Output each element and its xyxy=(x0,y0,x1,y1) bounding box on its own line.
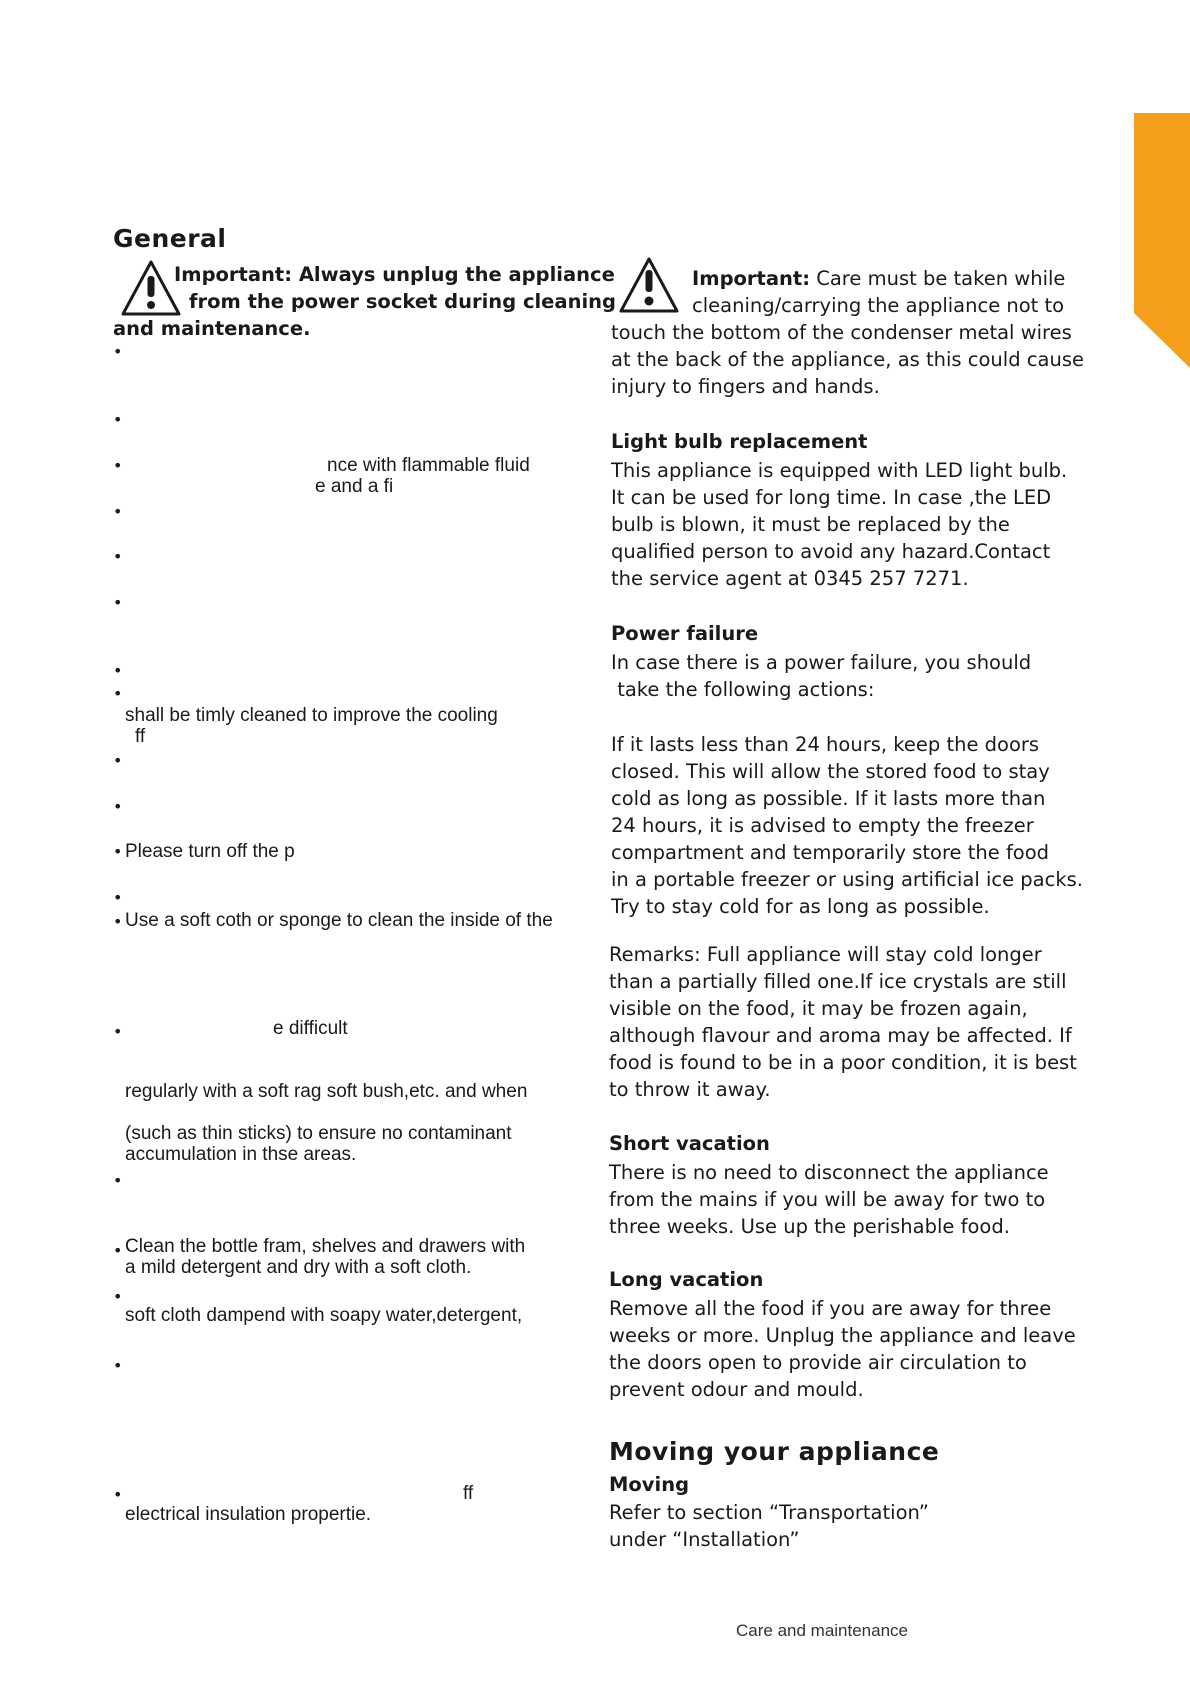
remarks-text-line: Remarks: Full appliance will stay cold longer xyxy=(609,943,1042,966)
general-warning-line-1: Important: Always unplug the appliance xyxy=(174,263,615,286)
subheading-moving: Moving xyxy=(609,1473,690,1496)
section-heading-moving: Moving your appliance xyxy=(609,1437,940,1466)
bullet: • xyxy=(113,888,123,907)
bulb-text-line: the service agent at 0345 257 7271. xyxy=(611,567,969,590)
care-warning-line-3: touch the bottom of the condenser metal wires xyxy=(611,321,1072,344)
bulb-text-line: This appliance is equipped with LED light bulb. xyxy=(611,459,1068,482)
care-warning-line-4: at the back of the appliance, as this could cause xyxy=(611,348,1084,371)
general-warning-line-3: and maintenance. xyxy=(113,317,311,340)
warning-triangle-icon xyxy=(120,259,182,317)
fragment-cooling: shall be timly cleaned to improve the cooling xyxy=(125,705,498,726)
bullet: • xyxy=(113,502,123,521)
long-vacation-text-line: prevent odour and mould. xyxy=(609,1378,864,1401)
subheading-power-failure: Power failure xyxy=(611,622,759,645)
bulb-text-line: bulb is blown, it must be replaced by the xyxy=(611,513,1010,536)
section-tab-marker xyxy=(1134,113,1190,368)
remarks-text-line: than a partially filled one.If ice crystals are still xyxy=(609,970,1067,993)
fragment-turn-off: Please turn off the p xyxy=(125,841,295,862)
bullet: • xyxy=(113,456,123,475)
fragment-regularly: regularly with a soft rag soft bush,etc. and when xyxy=(125,1081,528,1102)
bullet: • xyxy=(113,1356,123,1375)
fragment-dampend: soft cloth dampend with soapy water,detergent, xyxy=(125,1305,523,1326)
short-vacation-text-line: from the mains if you will be away for two to xyxy=(609,1188,1046,1211)
power-text-line: closed. This will allow the stored food to stay xyxy=(611,760,1050,783)
short-vacation-text-line: There is no need to disconnect the appliance xyxy=(609,1161,1049,1184)
remarks-text-line: to throw it away. xyxy=(609,1078,771,1101)
fragment-insulation: electrical insulation propertie. xyxy=(125,1504,372,1525)
section-heading-general: General xyxy=(113,224,227,253)
power-text-line: compartment and temporarily store the food xyxy=(611,841,1050,864)
subheading-short-vacation: Short vacation xyxy=(609,1132,770,1155)
power-text-line: 24 hours, it is advised to empty the freezer xyxy=(611,814,1034,837)
bullet: • xyxy=(113,1287,123,1306)
fragment-accumulation: accumulation in thse areas. xyxy=(125,1144,357,1165)
moving-text-line: Refer to section “Transportation” xyxy=(609,1501,929,1524)
bullet: • xyxy=(113,342,123,361)
bullet: • xyxy=(113,1022,123,1041)
power-text-line: In case there is a power failure, you should xyxy=(611,651,1032,674)
care-warning-line-2: cleaning/carrying the appliance not to xyxy=(692,294,1065,317)
subheading-long-vacation: Long vacation xyxy=(609,1268,764,1291)
bullet: • xyxy=(113,593,123,612)
subheading-light-bulb: Light bulb replacement xyxy=(611,430,868,453)
long-vacation-text-line: Remove all the food if you are away for three xyxy=(609,1297,1052,1320)
bullet: • xyxy=(113,797,123,816)
bullet: • xyxy=(113,1241,123,1260)
power-text-line: take the following actions: xyxy=(611,678,875,701)
power-text-line: Try to stay cold for as long as possible. xyxy=(611,895,990,918)
bullet: • xyxy=(113,1485,123,1504)
bullet: • xyxy=(113,1171,123,1190)
fragment-ff: ff xyxy=(135,726,146,747)
bullet: • xyxy=(113,410,123,429)
power-text-line: cold as long as possible. If it lasts more than xyxy=(611,787,1046,810)
bulb-text-line: It can be used for long time. In case ,the LED xyxy=(611,486,1052,509)
fragment-clean-bottle-1: Clean the bottle fram, shelves and drawers with xyxy=(125,1236,526,1257)
remarks-text-line: food is found to be in a poor condition, it is best xyxy=(609,1051,1077,1074)
fragment-soft-cloth: Use a soft coth or sponge to clean the inside of the xyxy=(125,910,553,931)
bullet: • xyxy=(113,842,123,861)
bullet: • xyxy=(113,684,123,703)
bullet: • xyxy=(113,661,123,680)
long-vacation-text-line: the doors open to provide air circulation to xyxy=(609,1351,1027,1374)
bullet: • xyxy=(113,912,123,931)
long-vacation-text-line: weeks or more. Unplug the appliance and leave xyxy=(609,1324,1076,1347)
remarks-text-line: visible on the food, it may be frozen again, xyxy=(609,997,1028,1020)
care-warning-line-5: injury to fingers and hands. xyxy=(611,375,880,398)
fragment-clean-bottle-2: a mild detergent and dry with a soft cloth. xyxy=(125,1257,472,1278)
fragment-thin-sticks: (such as thin sticks) to ensure no contaminant xyxy=(125,1123,512,1144)
remarks-text-line: although flavour and aroma may be affected. If xyxy=(609,1024,1072,1047)
fragment-flammable-fluid: nce with flammable fluid xyxy=(327,455,530,476)
bullet: • xyxy=(113,547,123,566)
page-footer: Care and maintenance xyxy=(736,1621,909,1640)
bulb-text-line: qualified person to avoid any hazard.Contact xyxy=(611,540,1051,563)
fragment-fire: e and a fi xyxy=(315,476,394,497)
care-warning-line-1: Important: Care must be taken while xyxy=(692,267,1066,290)
fragment-difficult: e difficult xyxy=(273,1018,348,1039)
short-vacation-text-line: three weeks. Use up the perishable food. xyxy=(609,1215,1010,1238)
power-text-line: If it lasts less than 24 hours, keep the doors xyxy=(611,733,1040,756)
bullet: • xyxy=(113,751,123,770)
fragment-ff: ff xyxy=(463,1483,474,1504)
power-text-line: in a portable freezer or using artificial ice packs. xyxy=(611,868,1083,891)
moving-text-line: under “Installation” xyxy=(609,1528,800,1551)
warning-triangle-icon xyxy=(618,256,680,314)
general-warning-line-2: from the power socket during cleaning xyxy=(189,290,616,313)
